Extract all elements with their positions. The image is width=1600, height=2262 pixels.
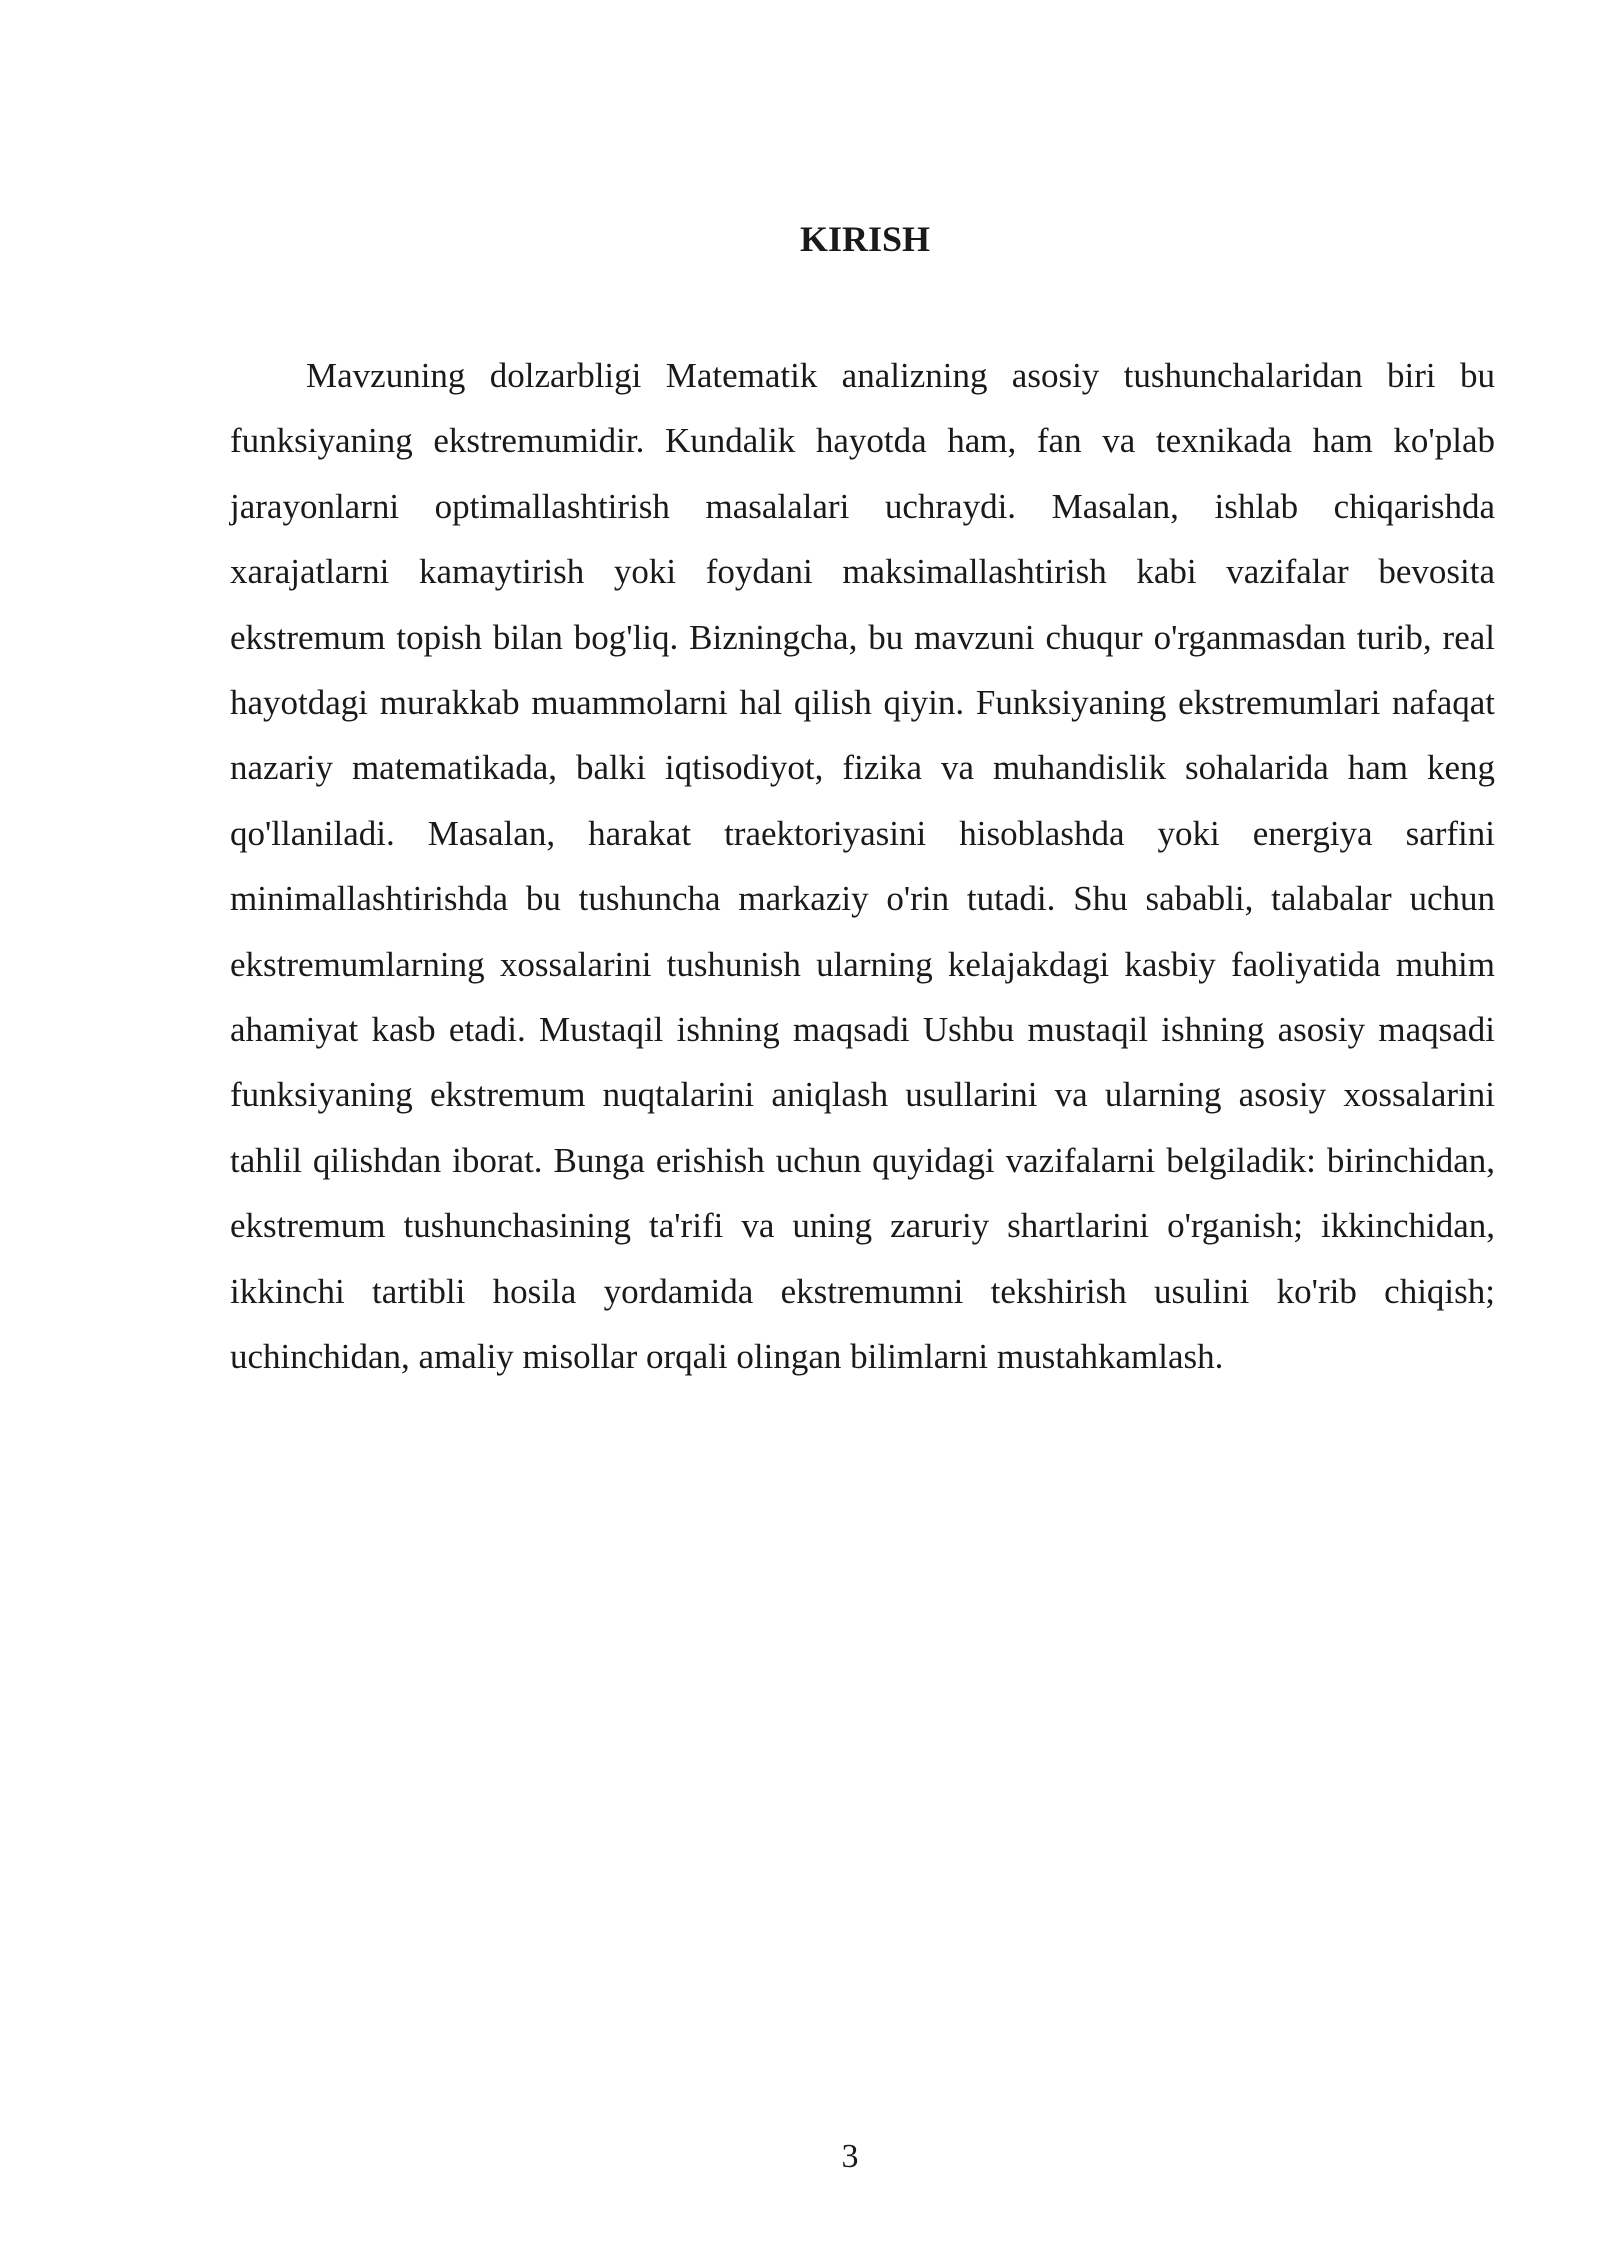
heading-container [230, 218, 1495, 261]
page-title: KIRISH [799, 219, 931, 259]
body-paragraph: Mavzuning dolzarbligi Matematik analizning asosiy tushunchalaridan biri bu funksiyaning ekstremumidir. Kundalik hayotda ham, fan va texnikada ham ko'plab jarayonlarni optimallashtirish masalalari uchraydi. Masalan, ishlab chiqarishda xarajatlarni kamaytirish yoki foydani maksimallashtirish kabi vazifalar bevosita ekstremum topish bilan bog'liq. Bizningcha, bu mavzuni chuqur o'rganmasdan turib, real hayotdagi murakkab muammolarni hal qilish qiyin. Funksiyaning ekstremumlari nafaqat nazariy matematikada, balki iqtisodiyot, fizika va muhandislik sohalarida ham keng qo'llaniladi. Masalan, harakat traektoriyasini hisoblashda yoki energiya sarfini minimallashtirishda bu tushuncha markaziy o'rin tutadi. Shu sababli, talabalar uchun ekstremumlarning xossalarini tushunish ularning kelajakdagi kasbiy faoliyatida muhim ahamiyat kasb etadi. Mustaqil ishning maqsadi Ushbu mustaqil ishning asosiy maqsadi funksiyaning ekstremum nuqtalarini aniqlash usullarini va ularning asosiy xossalarini tahlil qilishdan iborat. Bunga erishish uchun quyidagi vazifalarni belgiladik: birinchidan, ekstremum tushunchasining ta'rifi va uning zaruriy shartlarini o'rganish; ikkinchidan, ikkinchi tartibli hosila yordamida ekstremumni tekshirish usulini ko'rib chiqish; uchinchidan, amaliy misollar orqali olingan bilimlarni mustahkamlash. [230, 356, 1495, 1377]
page-number: 3 [841, 2138, 859, 2175]
